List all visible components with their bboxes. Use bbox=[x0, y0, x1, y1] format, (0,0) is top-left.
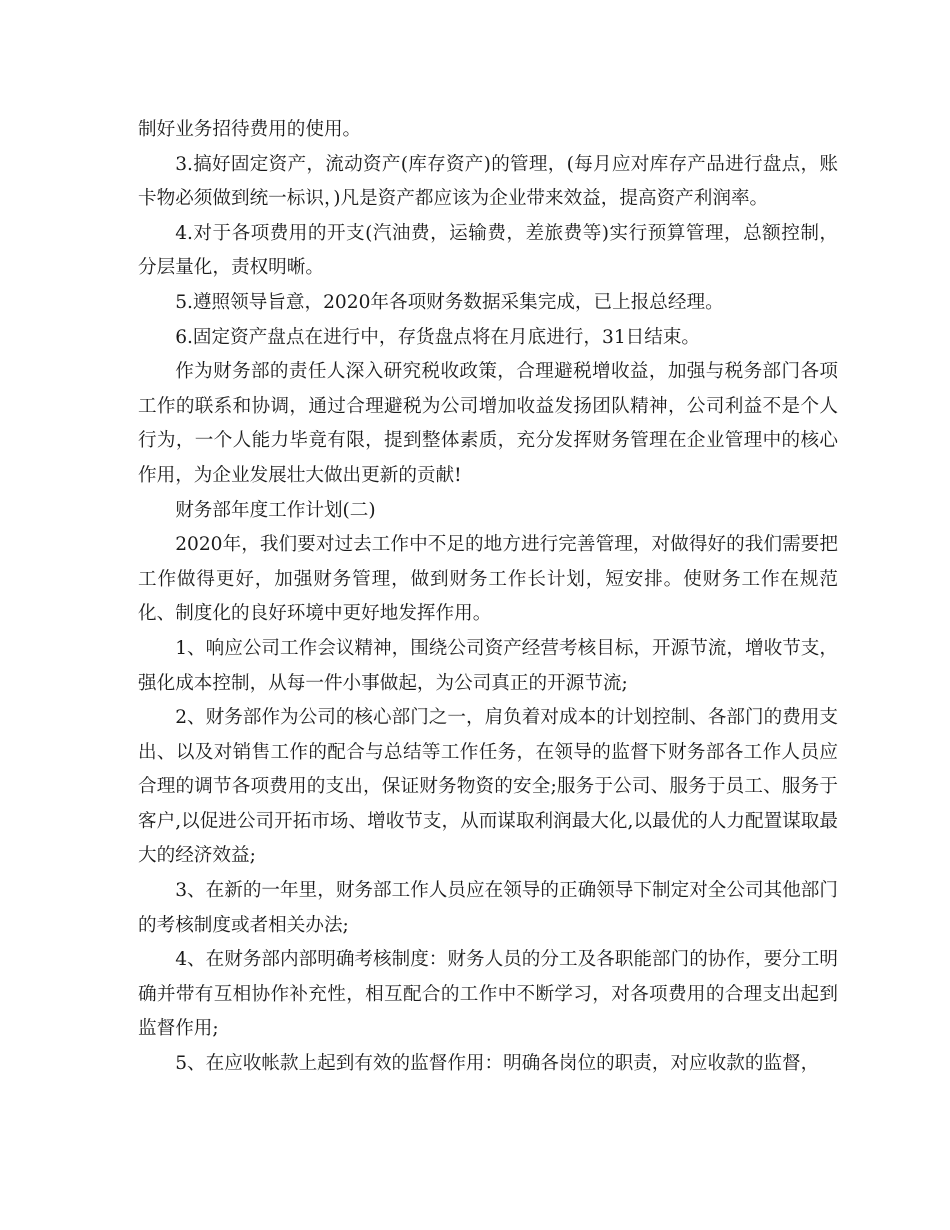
paragraph-continuation: 制好业务招待费用的使用。 bbox=[138, 119, 362, 140]
section-heading: 财务部年度工作计划(二) bbox=[175, 499, 376, 521]
paragraph-plan-2: 2、财务部作为公司的核心部门之一，肩负着对成本的计划控制、各部门的费用支出、以及对销售工作的配合与总结等工作任务，在领导的监督下财务部各工作人员应合理的调节各项费用的支出，保证财务物资的安全;服务于公司、服务于员工、服务于客户,以促进公司开拓市场、增收节支，从而谋取利润最大化,以最优的人力配置谋取最大的经济效益; bbox=[138, 707, 838, 867]
paragraph-item-5: 5.遵照领导旨意，2020年各项财务数据采集完成，已上报总经理。 bbox=[175, 291, 724, 313]
document-body bbox=[138, 113, 838, 1082]
paragraph-plan-4: 4、在财务部内部明确考核制度：财务人员的分工及各职能部门的协作，要分工明确并带有互相协作补充性，相互配合的工作中不断学习，对各项费用的合理支出起到监督作用; bbox=[138, 949, 838, 1040]
paragraph-summary: 作为财务部的责任人深入研究税收政策，合理避税增收益，加强与税务部门各项工作的联系和协调，通过合理避税为公司增加收益发扬团队精神，公司利益不是个人行为，一个人能力毕竟有限，提到整体素质，充分发挥财务管理在企业管理中的核心作用，为企业发展壮大做出更新的贡献! bbox=[138, 361, 838, 486]
paragraph-item-3: 3.搞好固定资产，流动资产(库存资产)的管理，(每月应对库存产品进行盘点，账卡物必须做到统一标识，)凡是资产都应该为企业带来效益，提高资产利润率。 bbox=[138, 153, 838, 210]
paragraph-item-6: 6.固定资产盘点在进行中，存货盘点将在月底进行，31日结束。 bbox=[175, 326, 701, 348]
paragraph-item-4: 4.对于各项费用的开支(汽油费，运输费，差旅费等)实行预算管理，总额控制，分层量化，责权明晰。 bbox=[138, 222, 838, 279]
paragraph-plan-3: 3、在新的一年里，财务部工作人员应在领导的正确领导下制定对全公司其他部门的考核制度或者相关办法; bbox=[138, 880, 838, 936]
paragraph-plan-5: 5、在应收帐款上起到有效的监督作用：明确各岗位的职责，对应收款的监督， bbox=[175, 1053, 820, 1075]
paragraph-intro: 2020年，我们要对过去工作中不足的地方进行完善管理，对做得好的我们需要把工作做得更好，加强财务管理，做到财务工作长计划，短安排。使财务工作在规范化、制度化的良好环境中更好地发挥作用。 bbox=[138, 534, 838, 625]
paragraph-plan-1: 1、响应公司工作会议精神，围绕公司资产经营考核目标，开源节流，增收节支，强化成本控制，从每一件小事做起，为公司真正的开源节流; bbox=[138, 637, 838, 694]
